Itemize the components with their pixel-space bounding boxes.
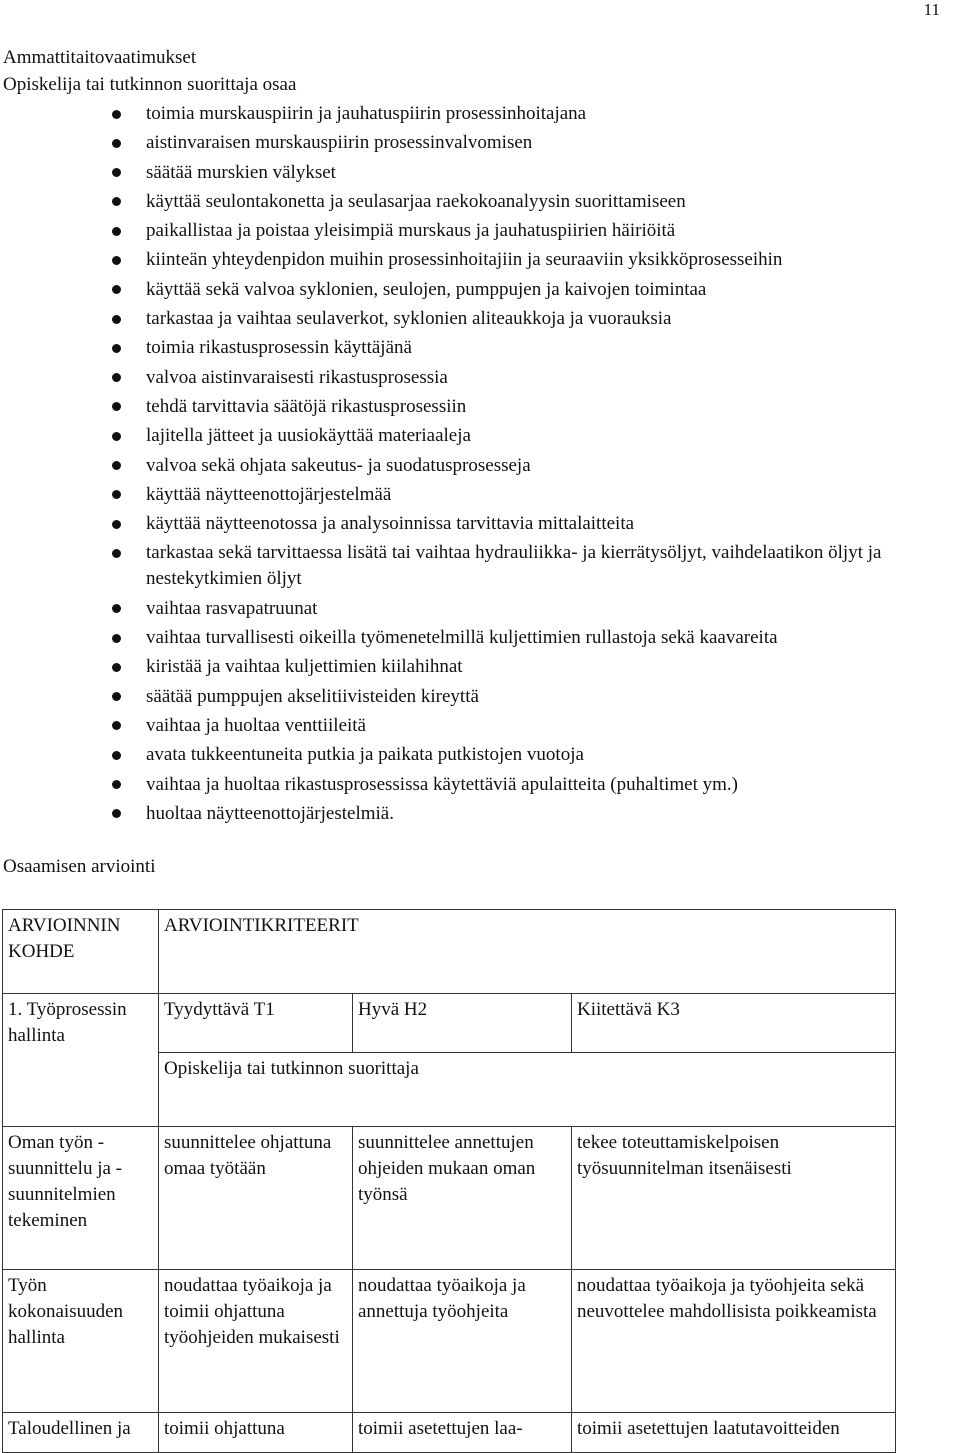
list-item: kiristää ja vaihtaa kuljettimien kiilahihnat [146,654,946,680]
row-object: Työn kokonaisuuden hallinta [3,1270,159,1413]
list-item: tehdä tarvittavia säätöjä rikastusprosessiin [146,394,946,420]
list-item: vaihtaa turvallisesti oikeilla työmenetelmillä kuljettimien rullastoja sekä kaavareita [146,625,946,651]
list-item: huoltaa näytteenottojärjestelmiä. [146,801,946,827]
list-item: käyttää seulontakonetta ja seulasarjaa raekokoanalyysin suorittamiseen [146,189,946,215]
list-item: tarkastaa ja vaihtaa seulaverkot, syklonien aliteaukkoja ja vuorauksia [146,306,946,332]
header-object: ARVIOINNIN KOHDE [3,910,159,994]
list-item: käyttää näytteenotossa ja analysoinnissa tarvittavia mittalaitteita [146,511,946,537]
row-object: Taloudellinen ja [3,1413,159,1453]
levels-row [3,994,896,1053]
section-label: 1. Työprosessin hallinta [3,994,159,1127]
competence-list [146,101,946,830]
table-row [3,1270,896,1413]
header-criteria: ARVIOINTIKRITEERIT [159,910,896,994]
assessment-title: Osaamisen arviointi [3,856,156,877]
row-k3: toimii asetettujen laatutavoitteiden [572,1413,896,1453]
level-k3: Kiitettävä K3 [572,994,896,1053]
row-h2: suunnittelee annettujen ohjeiden mukaan oman työnsä [353,1127,572,1270]
row-t1: noudattaa työaikoja ja toimii ohjattuna työohjeiden mukaisesti [159,1270,353,1413]
list-item: kiinteän yhteydenpidon muihin prosessinhoitajiin ja seuraaviin yksikköprosesseihin [146,247,946,273]
list-item: säätää murskien välykset [146,160,946,186]
list-item: käyttää näytteenottojärjestelmää [146,482,946,508]
row-t1: toimii ohjattuna [159,1413,353,1453]
row-t1: suunnittelee ohjattuna omaa työtään [159,1127,353,1270]
table-row [3,1413,896,1453]
list-item: vaihtaa ja huoltaa rikastusprosessissa käytettäviä apulaitteita (puhaltimet ym.) [146,772,946,798]
list-item: valvoa sekä ohjata sakeutus- ja suodatusprosesseja [146,453,946,479]
list-item: toimia rikastusprosessin käyttäjänä [146,335,946,361]
row-h2: noudattaa työaikoja ja annettuja työohjeita [353,1270,572,1413]
row-object: Oman työn -suunnittelu ja -suunnitelmien tekeminen [3,1127,159,1270]
list-item: vaihtaa ja huoltaa venttiileitä [146,713,946,739]
list-item: lajitella jätteet ja uusiokäyttää materiaaleja [146,423,946,449]
subject-label: Opiskelija tai tutkinnon suorittaja [159,1053,896,1127]
table-row [3,1127,896,1270]
assessment-table [2,909,896,1453]
list-item: vaihtaa rasvapatruunat [146,596,946,622]
section-intro: Opiskelija tai tutkinnon suorittaja osaa [3,74,297,95]
list-item: toimia murskauspiirin ja jauhatuspiirin prosessinhoitajana [146,101,946,127]
list-item: aistinvaraisen murskauspiirin prosessinvalvomisen [146,130,946,156]
page-number: 11 [923,0,940,19]
list-item: paikallistaa ja poistaa yleisimpiä murskaus ja jauhatuspiirien häiriöitä [146,218,946,244]
level-h2: Hyvä H2 [353,994,572,1053]
row-k3: noudattaa työaikoja ja työohjeita sekä neuvottelee mahdollisista poikkeamista [572,1270,896,1413]
section-title: Ammattitaitovaatimukset [3,47,197,68]
list-item: säätää pumppujen akselitiivisteiden kireyttä [146,684,946,710]
list-item: valvoa aistinvaraisesti rikastusprosessia [146,365,946,391]
list-item: käyttää sekä valvoa syklonien, seulojen, pumppujen ja kaivojen toimintaa [146,277,946,303]
list-item: tarkastaa sekä tarvittaessa lisätä tai vaihtaa hydrauliikka- ja kierrätysöljyt, vaihdelaatikon öljyt ja nestekytkimien öljyt [146,540,946,592]
level-t1: Tyydyttävä T1 [159,994,353,1053]
table-header-row [3,910,896,994]
row-h2: toimii asetettujen laa- [353,1413,572,1453]
list-item: avata tukkeentuneita putkia ja paikata putkistojen vuotoja [146,742,946,768]
row-k3: tekee toteuttamiskelpoisen työsuunnitelman itsenäisesti [572,1127,896,1270]
